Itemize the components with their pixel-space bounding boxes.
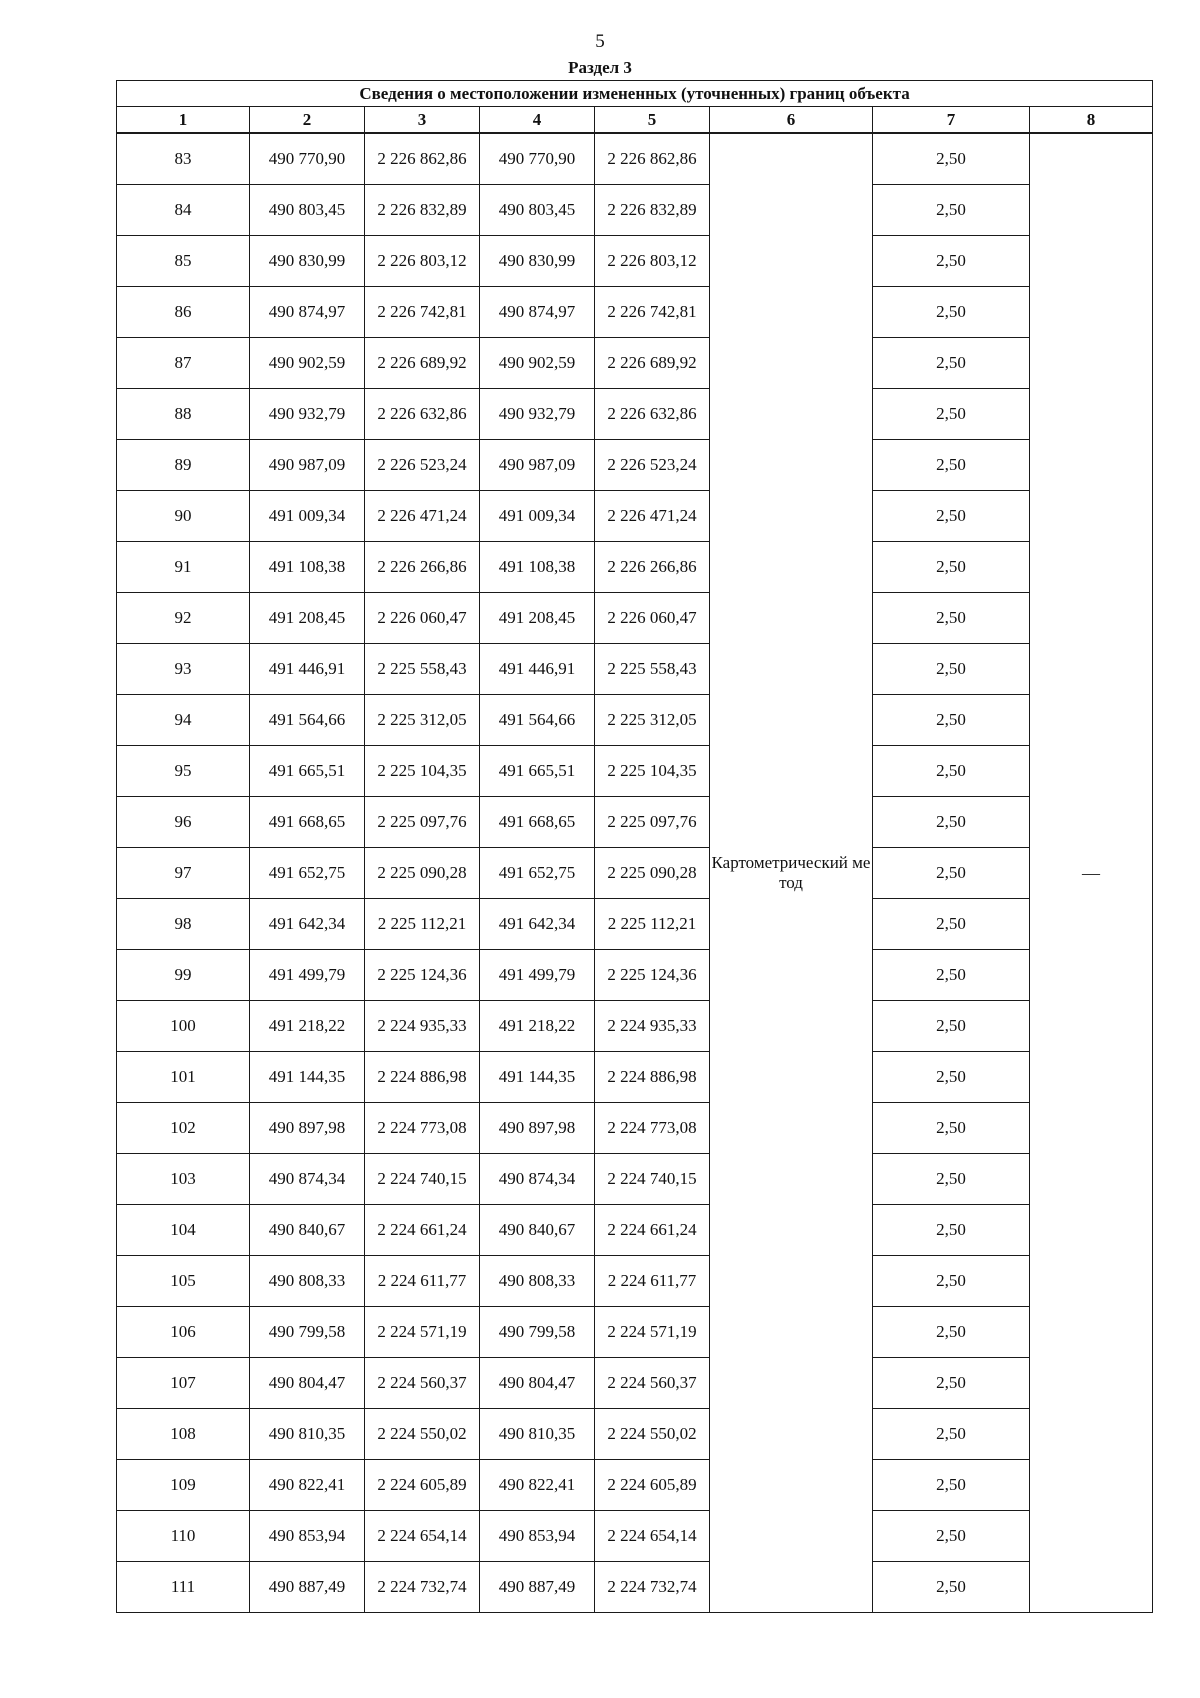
y-updated-cell: 2 224 571,19 (595, 1307, 710, 1358)
x-existing-cell: 490 803,45 (250, 185, 365, 236)
y-existing-cell: 2 224 661,24 (365, 1205, 480, 1256)
x-updated-cell: 491 642,34 (480, 899, 595, 950)
y-updated-cell: 2 226 803,12 (595, 236, 710, 287)
column-number-row (117, 107, 1153, 134)
precision-cell: 2,50 (873, 950, 1030, 1001)
x-updated-cell: 490 932,79 (480, 389, 595, 440)
column-number: 3 (365, 107, 480, 134)
y-existing-cell: 2 226 832,89 (365, 185, 480, 236)
table-row (117, 797, 1153, 848)
x-updated-cell: 491 499,79 (480, 950, 595, 1001)
table-row (117, 491, 1153, 542)
x-existing-cell: 491 499,79 (250, 950, 365, 1001)
table-row (117, 1307, 1153, 1358)
x-existing-cell: 491 144,35 (250, 1052, 365, 1103)
table-row (117, 695, 1153, 746)
x-existing-cell: 491 642,34 (250, 899, 365, 950)
precision-cell: 2,50 (873, 695, 1030, 746)
precision-cell: 2,50 (873, 491, 1030, 542)
table-row (117, 1052, 1153, 1103)
y-existing-cell: 2 225 104,35 (365, 746, 480, 797)
x-updated-cell: 491 218,22 (480, 1001, 595, 1052)
x-updated-cell: 490 799,58 (480, 1307, 595, 1358)
y-updated-cell: 2 226 471,24 (595, 491, 710, 542)
y-existing-cell: 2 224 740,15 (365, 1154, 480, 1205)
point-number-cell: 105 (117, 1256, 250, 1307)
x-existing-cell: 491 668,65 (250, 797, 365, 848)
y-existing-cell: 2 224 611,77 (365, 1256, 480, 1307)
page-number: 5 (595, 31, 605, 52)
x-existing-cell: 490 902,59 (250, 338, 365, 389)
precision-cell: 2,50 (873, 1409, 1030, 1460)
y-existing-cell: 2 226 060,47 (365, 593, 480, 644)
x-existing-cell: 490 804,47 (250, 1358, 365, 1409)
y-updated-cell: 2 224 740,15 (595, 1154, 710, 1205)
table-row (117, 1103, 1153, 1154)
precision-cell: 2,50 (873, 1358, 1030, 1409)
point-number-cell: 109 (117, 1460, 250, 1511)
x-updated-cell: 491 108,38 (480, 542, 595, 593)
x-updated-cell: 491 009,34 (480, 491, 595, 542)
point-number-cell: 100 (117, 1001, 250, 1052)
coordinates-table (116, 80, 1153, 1613)
x-updated-cell: 490 830,99 (480, 236, 595, 287)
point-number-cell: 93 (117, 644, 250, 695)
point-number-cell: 98 (117, 899, 250, 950)
y-updated-cell: 2 224 560,37 (595, 1358, 710, 1409)
x-updated-cell: 490 770,90 (480, 133, 595, 185)
x-existing-cell: 491 665,51 (250, 746, 365, 797)
x-updated-cell: 491 208,45 (480, 593, 595, 644)
column-number: 5 (595, 107, 710, 134)
x-updated-cell: 490 822,41 (480, 1460, 595, 1511)
x-existing-cell: 490 874,97 (250, 287, 365, 338)
point-number-cell: 87 (117, 338, 250, 389)
x-updated-cell: 491 665,51 (480, 746, 595, 797)
point-number-cell: 106 (117, 1307, 250, 1358)
y-updated-cell: 2 225 112,21 (595, 899, 710, 950)
y-existing-cell: 2 226 266,86 (365, 542, 480, 593)
y-existing-cell: 2 225 090,28 (365, 848, 480, 899)
y-existing-cell: 2 224 654,14 (365, 1511, 480, 1562)
table-row (117, 1256, 1153, 1307)
y-updated-cell: 2 225 104,35 (595, 746, 710, 797)
x-existing-cell: 491 218,22 (250, 1001, 365, 1052)
x-existing-cell: 491 208,45 (250, 593, 365, 644)
section-title: Раздел 3 (568, 58, 632, 77)
column-number: 1 (117, 107, 250, 134)
y-existing-cell: 2 226 862,86 (365, 133, 480, 185)
y-existing-cell: 2 226 471,24 (365, 491, 480, 542)
precision-cell: 2,50 (873, 133, 1030, 185)
table-row (117, 1511, 1153, 1562)
x-updated-cell: 490 902,59 (480, 338, 595, 389)
y-updated-cell: 2 226 266,86 (595, 542, 710, 593)
y-existing-cell: 2 226 523,24 (365, 440, 480, 491)
point-number-cell: 90 (117, 491, 250, 542)
x-updated-cell: 490 897,98 (480, 1103, 595, 1154)
table-row (117, 899, 1153, 950)
point-number-cell: 110 (117, 1511, 250, 1562)
point-number-cell: 84 (117, 185, 250, 236)
x-updated-cell: 490 874,34 (480, 1154, 595, 1205)
point-number-cell: 88 (117, 389, 250, 440)
y-updated-cell: 2 225 558,43 (595, 644, 710, 695)
x-existing-cell: 490 770,90 (250, 133, 365, 185)
precision-cell: 2,50 (873, 542, 1030, 593)
y-existing-cell: 2 224 550,02 (365, 1409, 480, 1460)
precision-cell: 2,50 (873, 899, 1030, 950)
table-row (117, 1358, 1153, 1409)
y-updated-cell: 2 224 654,14 (595, 1511, 710, 1562)
precision-cell: 2,50 (873, 1052, 1030, 1103)
y-existing-cell: 2 226 689,92 (365, 338, 480, 389)
x-updated-cell: 490 804,47 (480, 1358, 595, 1409)
point-number-cell: 99 (117, 950, 250, 1001)
x-existing-cell: 490 799,58 (250, 1307, 365, 1358)
table-row (117, 542, 1153, 593)
precision-cell: 2,50 (873, 185, 1030, 236)
table-row (117, 1001, 1153, 1052)
y-existing-cell: 2 225 112,21 (365, 899, 480, 950)
precision-cell: 2,50 (873, 593, 1030, 644)
y-updated-cell: 2 224 886,98 (595, 1052, 710, 1103)
x-existing-cell: 490 987,09 (250, 440, 365, 491)
y-updated-cell: 2 226 742,81 (595, 287, 710, 338)
y-updated-cell: 2 224 611,77 (595, 1256, 710, 1307)
x-existing-cell: 491 009,34 (250, 491, 365, 542)
x-existing-cell: 490 887,49 (250, 1562, 365, 1613)
x-updated-cell: 491 668,65 (480, 797, 595, 848)
table-row (117, 593, 1153, 644)
x-existing-cell: 490 853,94 (250, 1511, 365, 1562)
precision-cell: 2,50 (873, 1562, 1030, 1613)
precision-cell: 2,50 (873, 1511, 1030, 1562)
x-existing-cell: 490 897,98 (250, 1103, 365, 1154)
table-row (117, 185, 1153, 236)
y-updated-cell: 2 226 832,89 (595, 185, 710, 236)
table-row (117, 287, 1153, 338)
table-row (117, 746, 1153, 797)
y-existing-cell: 2 224 886,98 (365, 1052, 480, 1103)
precision-cell: 2,50 (873, 1001, 1030, 1052)
precision-cell: 2,50 (873, 1205, 1030, 1256)
precision-cell: 2,50 (873, 1307, 1030, 1358)
column-number: 7 (873, 107, 1030, 134)
y-existing-cell: 2 226 632,86 (365, 389, 480, 440)
point-number-cell: 101 (117, 1052, 250, 1103)
precision-cell: 2,50 (873, 848, 1030, 899)
point-number-cell: 89 (117, 440, 250, 491)
y-updated-cell: 2 225 097,76 (595, 797, 710, 848)
point-number-cell: 94 (117, 695, 250, 746)
precision-cell: 2,50 (873, 797, 1030, 848)
precision-cell: 2,50 (873, 1256, 1030, 1307)
precision-cell: 2,50 (873, 746, 1030, 797)
table-row (117, 1154, 1153, 1205)
table-row (117, 1562, 1153, 1613)
y-existing-cell: 2 225 097,76 (365, 797, 480, 848)
x-updated-cell: 490 840,67 (480, 1205, 595, 1256)
y-existing-cell: 2 225 124,36 (365, 950, 480, 1001)
y-updated-cell: 2 225 124,36 (595, 950, 710, 1001)
x-existing-cell: 490 932,79 (250, 389, 365, 440)
x-existing-cell: 490 830,99 (250, 236, 365, 287)
precision-cell: 2,50 (873, 1460, 1030, 1511)
table-row (117, 440, 1153, 491)
table-caption: Сведения о местоположении измененных (уточненных) границ объекта (117, 81, 1153, 107)
y-updated-cell: 2 224 605,89 (595, 1460, 710, 1511)
table-row (117, 1409, 1153, 1460)
table-row (117, 644, 1153, 695)
x-updated-cell: 490 987,09 (480, 440, 595, 491)
x-existing-cell: 491 652,75 (250, 848, 365, 899)
x-existing-cell: 490 822,41 (250, 1460, 365, 1511)
y-updated-cell: 2 224 732,74 (595, 1562, 710, 1613)
table-row (117, 389, 1153, 440)
point-number-cell: 97 (117, 848, 250, 899)
table-row (117, 1205, 1153, 1256)
column-number: 6 (710, 107, 873, 134)
x-existing-cell: 491 564,66 (250, 695, 365, 746)
x-updated-cell: 490 874,97 (480, 287, 595, 338)
precision-cell: 2,50 (873, 389, 1030, 440)
y-updated-cell: 2 224 773,08 (595, 1103, 710, 1154)
y-existing-cell: 2 224 935,33 (365, 1001, 480, 1052)
note-cell: — (1030, 133, 1153, 1613)
point-number-cell: 85 (117, 236, 250, 287)
method-cell: Картометрический метод (710, 133, 873, 1613)
precision-cell: 2,50 (873, 440, 1030, 491)
column-number: 8 (1030, 107, 1153, 134)
point-number-cell: 108 (117, 1409, 250, 1460)
column-number: 2 (250, 107, 365, 134)
precision-cell: 2,50 (873, 644, 1030, 695)
point-number-cell: 104 (117, 1205, 250, 1256)
precision-cell: 2,50 (873, 236, 1030, 287)
point-number-cell: 91 (117, 542, 250, 593)
x-updated-cell: 490 887,49 (480, 1562, 595, 1613)
y-existing-cell: 2 224 560,37 (365, 1358, 480, 1409)
y-updated-cell: 2 226 632,86 (595, 389, 710, 440)
x-existing-cell: 490 874,34 (250, 1154, 365, 1205)
y-existing-cell: 2 226 742,81 (365, 287, 480, 338)
y-existing-cell: 2 226 803,12 (365, 236, 480, 287)
y-updated-cell: 2 226 689,92 (595, 338, 710, 389)
precision-cell: 2,50 (873, 1103, 1030, 1154)
x-updated-cell: 490 810,35 (480, 1409, 595, 1460)
table-body (117, 133, 1153, 1613)
y-updated-cell: 2 226 523,24 (595, 440, 710, 491)
y-existing-cell: 2 224 571,19 (365, 1307, 480, 1358)
point-number-cell: 107 (117, 1358, 250, 1409)
table-row (117, 1460, 1153, 1511)
y-updated-cell: 2 224 661,24 (595, 1205, 710, 1256)
x-updated-cell: 490 803,45 (480, 185, 595, 236)
table-row (117, 950, 1153, 1001)
y-updated-cell: 2 224 935,33 (595, 1001, 710, 1052)
table-row (117, 848, 1153, 899)
x-updated-cell: 491 564,66 (480, 695, 595, 746)
y-updated-cell: 2 226 862,86 (595, 133, 710, 185)
point-number-cell: 83 (117, 133, 250, 185)
point-number-cell: 111 (117, 1562, 250, 1613)
precision-cell: 2,50 (873, 1154, 1030, 1205)
table-row (117, 236, 1153, 287)
x-existing-cell: 490 808,33 (250, 1256, 365, 1307)
x-existing-cell: 491 446,91 (250, 644, 365, 695)
y-updated-cell: 2 224 550,02 (595, 1409, 710, 1460)
x-updated-cell: 490 808,33 (480, 1256, 595, 1307)
y-existing-cell: 2 224 773,08 (365, 1103, 480, 1154)
x-updated-cell: 491 144,35 (480, 1052, 595, 1103)
y-updated-cell: 2 225 312,05 (595, 695, 710, 746)
point-number-cell: 96 (117, 797, 250, 848)
point-number-cell: 95 (117, 746, 250, 797)
y-existing-cell: 2 225 558,43 (365, 644, 480, 695)
x-updated-cell: 491 446,91 (480, 644, 595, 695)
x-existing-cell: 490 810,35 (250, 1409, 365, 1460)
table-row (117, 133, 1153, 185)
y-updated-cell: 2 226 060,47 (595, 593, 710, 644)
point-number-cell: 102 (117, 1103, 250, 1154)
y-updated-cell: 2 225 090,28 (595, 848, 710, 899)
y-existing-cell: 2 225 312,05 (365, 695, 480, 746)
point-number-cell: 86 (117, 287, 250, 338)
table-row (117, 338, 1153, 389)
column-number: 4 (480, 107, 595, 134)
precision-cell: 2,50 (873, 287, 1030, 338)
y-existing-cell: 2 224 732,74 (365, 1562, 480, 1613)
point-number-cell: 92 (117, 593, 250, 644)
y-existing-cell: 2 224 605,89 (365, 1460, 480, 1511)
x-updated-cell: 490 853,94 (480, 1511, 595, 1562)
x-existing-cell: 491 108,38 (250, 542, 365, 593)
precision-cell: 2,50 (873, 338, 1030, 389)
point-number-cell: 103 (117, 1154, 250, 1205)
x-updated-cell: 491 652,75 (480, 848, 595, 899)
x-existing-cell: 490 840,67 (250, 1205, 365, 1256)
